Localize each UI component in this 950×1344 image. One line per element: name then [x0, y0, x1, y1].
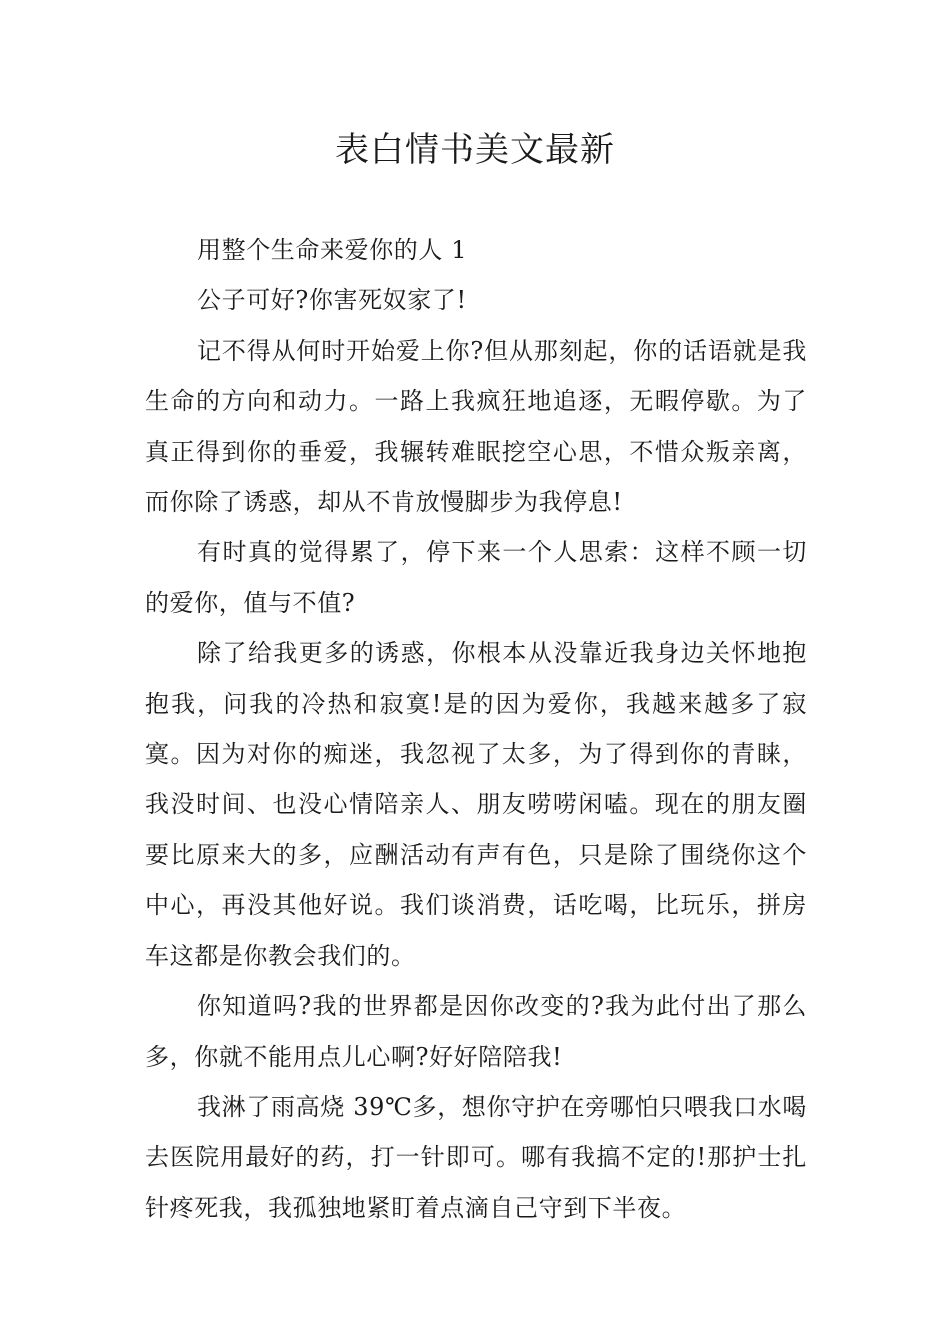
- paragraph: 记不得从何时开始爱上你?但从那刻起，你的话语就是我生命的方向和动力。一路上我疯狂地追逐，无暇停歇。为了真正得到你的垂爱，我辗转难眠挖空心思，不惜众叛亲离，而你除了诱惑，却从不肯放慢脚步为我停息!: [145, 336, 807, 517]
- paragraph: 你知道吗?我的世界都是因你改变的?我为此付出了那么多，你就不能用点儿心啊?好好陪陪我!: [145, 992, 807, 1071]
- document-title: 表白情书美文最新: [335, 130, 615, 170]
- paragraph: 我淋了雨高烧 39℃多，想你守护在旁哪怕只喂我口水喝去医院用最好的药，打一针即可。哪有我搞不定的!那护士扎针疼死我，我孤独地紧盯着点滴自己守到下半夜。: [145, 1092, 807, 1222]
- paragraph: 用整个生命来爱你的人 1: [197, 236, 468, 264]
- paragraph: 除了给我更多的诱惑，你根本从没靠近我身边关怀地抱抱我，问我的冷热和寂寞!是的因为爱你，我越来越多了寂寞。因为对你的痴迷，我忽视了太多，为了得到你的青睐，我没时间、也没心情陪亲人、朋友唠唠闲嗑。现在的朋友圈要比原来大的多，应酬活动有声有色，只是除了围绕你这个中心，再没其他好说。我们谈消费，话吃喝，比玩乐，拼房车这都是你教会我们的。: [145, 639, 807, 970]
- paragraph: 公子可好?你害死奴家了!: [197, 286, 467, 315]
- paragraph: 有时真的觉得累了，停下来一个人思索：这样不顾一切的爱你，值与不值?: [145, 538, 807, 617]
- document-body: [145, 225, 807, 1233]
